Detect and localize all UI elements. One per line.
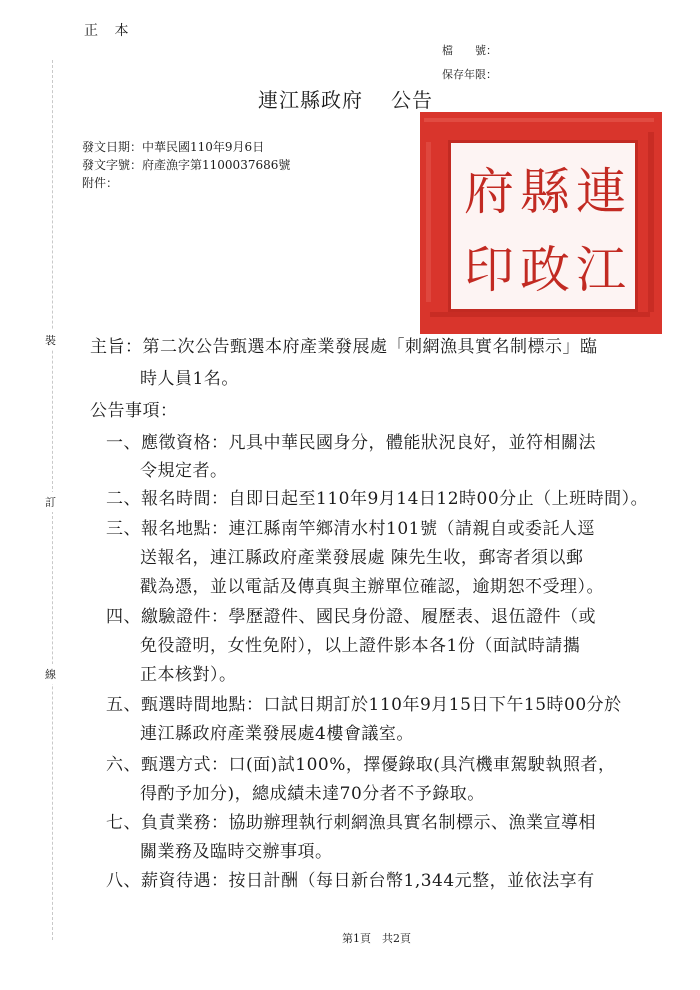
list-item-continuation: 正本核對）。 <box>140 665 237 685</box>
title-org: 連江縣政府 <box>258 88 363 112</box>
list-item: 六、甄選方式：口(面)試100%，擇優錄取(具汽機車駕駛執照者， <box>106 755 616 775</box>
subject-label: 主旨： <box>90 337 143 357</box>
list-item: 三、報名地點：連江縣南竿鄉清水村101號（請親自或委託人逕 <box>106 519 595 539</box>
list-item-continuation: 關業務及臨時交辦事項。 <box>140 842 333 862</box>
list-item-continuation: 得酌予加分)，總成績未達70分者不予錄取。 <box>140 784 485 804</box>
list-item-continuation: 免役證明，女性免附），以上證件影本各1份（面試時請攜 <box>140 636 581 656</box>
list-item: 四、繳驗證件：學歷證件、國民身份證、履歷表、退伍證件（或 <box>106 607 596 627</box>
copy-mark: 正 本 <box>84 23 135 39</box>
list-item: 五、甄選時間地點：口試日期訂於110年9月15日下午15時00分於 <box>106 695 622 715</box>
official-seal <box>420 112 662 334</box>
list-item: 一、應徵資格：凡具中華民國身分，體能狀況良好，並符相關法 <box>106 433 596 453</box>
list-item-continuation: 送報名，連江縣政府產業發展處 陳先生收，郵寄者須以郵 <box>140 548 584 568</box>
title-doc-type: 公告 <box>391 88 433 112</box>
seal-char: 連 <box>576 163 626 221</box>
list-item: 二、報名時間：自即日起至110年9月14日12時00分止（上班時間）。 <box>106 489 649 509</box>
file-number-label: 檔 號： <box>442 44 497 57</box>
subject-line-1 <box>90 332 598 357</box>
list-item: 八、薪資待遇：按日計酬（每日新台幣1,344元整，並依法享有 <box>106 871 595 891</box>
list-item-continuation: 戳為憑，並以電話及傳真與主辦單位確認，逾期恕不受理）。 <box>140 577 604 597</box>
seal-char: 府 <box>464 163 514 221</box>
seal-characters <box>461 149 629 305</box>
binding-mark-ding: 訂 <box>45 492 56 512</box>
subject-line-2: 時人員1名。 <box>140 369 239 389</box>
binding-mark-xian: 線 <box>45 664 56 684</box>
retention-period-label: 保存年限： <box>442 68 497 81</box>
binding-mark-zhuang: 裝 <box>45 330 56 350</box>
list-item-continuation: 令規定者。 <box>140 461 228 481</box>
issue-date-value: 中華民國110年9月6日 <box>142 140 265 154</box>
seal-char: 政 <box>520 241 570 299</box>
notice-items-label: 公告事項： <box>90 401 178 421</box>
attachment-label: 附件： <box>82 176 119 190</box>
issue-date-label: 發文日期： <box>82 140 143 154</box>
document-number <box>82 156 290 173</box>
list-item-continuation: 連江縣政府產業發展處4樓會議室。 <box>140 724 414 744</box>
page-title <box>258 84 433 113</box>
seal-char: 印 <box>464 241 514 299</box>
page-number: 第1頁 共2頁 <box>342 932 411 945</box>
seal-char: 江 <box>576 241 626 299</box>
seal-frame <box>448 140 638 312</box>
list-item: 七、負責業務：協助辦理執行刺網漁具實名制標示、漁業宣導相 <box>106 813 596 833</box>
issue-date <box>82 138 264 155</box>
subject-text-1: 第二次公告甄選本府產業發展處「刺網漁具實名制標示」臨 <box>142 337 598 357</box>
document-number-label: 發文字號： <box>82 158 143 172</box>
seal-char: 縣 <box>520 163 570 221</box>
document-number-value: 府產漁字第1100037686號 <box>142 158 291 172</box>
